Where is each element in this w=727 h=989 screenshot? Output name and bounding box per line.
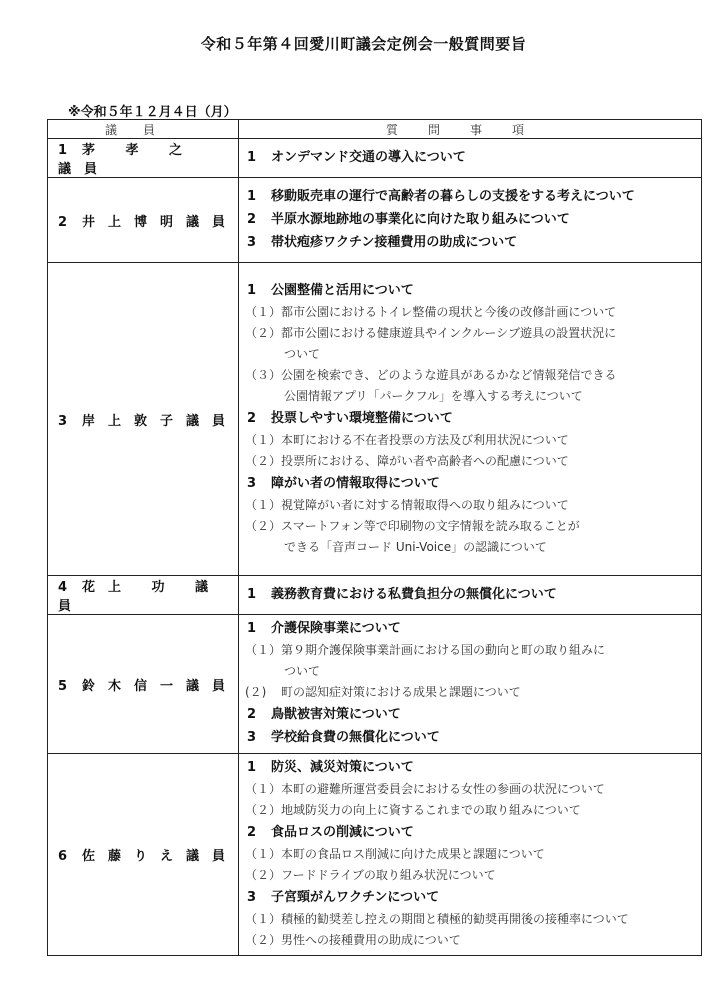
subitem-text: 都市公園におけるトイレ整備の現状と今後の改修計画について	[281, 304, 617, 319]
member-name: 鈴木信一議員	[82, 678, 239, 694]
member-number: 1	[58, 143, 68, 158]
question-item	[245, 726, 695, 749]
question-item	[245, 583, 695, 606]
question-subitem	[245, 495, 695, 516]
question-cell	[239, 576, 702, 615]
table-row	[48, 754, 702, 956]
member-name: 岸上敦子議員	[82, 413, 239, 429]
question-subitem	[245, 640, 695, 661]
table-row	[48, 615, 702, 754]
subitem-continuation: ついて	[284, 346, 321, 361]
subitem-text: スマートフォン等で印刷物の文字情報を読み取ることが	[281, 518, 580, 533]
question-item	[245, 821, 695, 844]
session-date: ※令和５年１２月４日（月）	[68, 105, 237, 120]
subitem-number: （１）	[245, 304, 282, 319]
item-text: 食品ロスの削減について	[271, 825, 414, 840]
item-number: 1	[247, 282, 257, 298]
subitem-continuation: できる「音声コード Uni-Voice」の認識について	[284, 539, 547, 554]
item-number: 1	[247, 149, 257, 165]
subitem-continuation: ついて	[284, 664, 321, 678]
question-table	[47, 119, 702, 956]
subitem-number: （２）	[245, 933, 282, 947]
member-cell	[48, 263, 239, 576]
item-text: 介護保険事業について	[271, 621, 401, 636]
subitem-text: 視覚障がい者に対する情報取得への取り組みについて	[281, 497, 569, 512]
question-subitem	[245, 909, 695, 930]
subitem-text: フードドライブの取り組み状況について	[281, 868, 496, 882]
subitem-text: 町の認知症対策における成果と課題について	[281, 685, 521, 699]
question-subitem	[245, 365, 695, 386]
question-item	[245, 886, 695, 909]
question-subitem	[245, 779, 695, 800]
question-item	[245, 617, 695, 640]
question-subitem	[245, 682, 695, 703]
question-item	[245, 185, 695, 208]
subitem-number: （２）	[245, 453, 282, 468]
topic-column-header: 質問事項	[239, 120, 702, 139]
subitem-text: 都市公園における健康遊具やインクルーシブ遊具の設置状況に	[281, 325, 617, 340]
subitem-number: （２）	[245, 868, 282, 882]
item-number: 2	[247, 410, 257, 426]
subitem-number: （１）	[245, 497, 282, 512]
document-title: 令和５年第４回愛川町議会定例会一般質問要旨	[200, 35, 527, 53]
question-subitem	[245, 302, 695, 323]
subitem-continuation: 公園情報アプリ「パークフル」を導入する考えについて	[284, 388, 583, 403]
subitem-text: 公園を検索でき、どのような遊具があるかなど情報発信できる	[281, 367, 617, 382]
member-number: 3	[58, 413, 68, 429]
question-item	[245, 208, 695, 231]
subitem-number: (２)	[245, 685, 267, 699]
subitem-number: （３）	[245, 367, 282, 382]
item-text: 子宮頸がんワクチンについて	[271, 890, 440, 905]
item-text: 移動販売車の運行で高齢者の暮らしの支援をする考えについて	[271, 188, 635, 204]
question-item	[245, 407, 695, 430]
subitem-number: （１）	[245, 432, 282, 447]
question-subitem	[245, 865, 695, 886]
question-subitem	[245, 430, 695, 451]
question-subitem	[245, 930, 695, 951]
item-text: オンデマンド交通の導入について	[271, 149, 466, 165]
question-item	[245, 146, 695, 169]
member-name: 花上 功 議員	[58, 580, 222, 614]
table-row	[48, 139, 702, 178]
item-text: 投票しやすい環境整備について	[271, 410, 453, 426]
question-item	[245, 279, 695, 302]
member-number: 4	[58, 580, 68, 595]
subitem-text: 積極的勧奨差し控えの期間と積極的勧奨再開後の接種率について	[281, 912, 629, 926]
item-text: 学校給食費の無償化について	[271, 730, 440, 745]
subitem-number: （１）	[245, 847, 282, 861]
table-row	[48, 178, 702, 263]
member-number: 2	[58, 214, 68, 230]
question-item	[245, 472, 695, 495]
table-header-row	[48, 120, 702, 139]
item-text: 帯状疱疹ワクチン接種費用の助成について	[271, 234, 518, 250]
question-subitem	[245, 800, 695, 821]
subitem-number: （２）	[245, 325, 282, 340]
item-number: 2	[247, 825, 257, 840]
subitem-text: 男性への接種費用の助成について	[281, 933, 461, 947]
subitem-number: （２）	[245, 803, 282, 817]
member-cell	[48, 615, 239, 754]
question-subitem	[245, 323, 695, 344]
subitem-text: 第９期介護保険事業計画における国の動向と町の取り組みに	[281, 643, 606, 657]
member-cell	[48, 576, 239, 615]
subitem-number: （１）	[245, 912, 282, 926]
subitem-number: （１）	[245, 643, 282, 657]
item-text: 義務教育費における私費負担分の無償化について	[271, 586, 557, 602]
table-row	[48, 263, 702, 576]
question-subitem	[245, 844, 695, 865]
item-text: 公園整備と活用について	[271, 282, 414, 298]
subitem-number: （２）	[245, 518, 282, 533]
member-cell	[48, 139, 239, 178]
item-number: 1	[247, 188, 257, 204]
member-name: 佐藤りえ議員	[82, 849, 239, 864]
subitem-number: （１）	[245, 782, 282, 796]
question-cell	[239, 263, 702, 576]
question-item	[245, 703, 695, 726]
member-cell	[48, 178, 239, 263]
question-item	[245, 756, 695, 779]
question-subitem	[245, 451, 695, 472]
subitem-text: 本町の食品ロス削減に向けた成果と課題について	[281, 847, 545, 861]
member-number: 6	[58, 849, 68, 864]
item-number: 3	[247, 730, 257, 745]
item-text: 防災、減災対策について	[271, 760, 414, 775]
item-number: 3	[247, 890, 257, 905]
member-name: 茅 孝 之 議員	[58, 143, 196, 177]
item-text: 障がい者の情報取得について	[271, 475, 440, 491]
table-row	[48, 576, 702, 615]
item-number: 3	[247, 475, 257, 491]
question-cell	[239, 178, 702, 263]
item-number: 1	[247, 760, 257, 775]
item-text: 鳥獣被害対策について	[271, 707, 401, 722]
item-number: 1	[247, 621, 257, 636]
question-cell	[239, 139, 702, 178]
item-number: 2	[247, 707, 257, 722]
item-text: 半原水源地跡地の事業化に向けた取り組みについて	[271, 211, 570, 227]
question-cell	[239, 615, 702, 754]
member-name: 井上博明議員	[82, 214, 239, 230]
question-subitem	[245, 516, 695, 537]
subitem-text: 本町の避難所運営委員会における女性の参画の状況について	[281, 782, 605, 796]
subitem-text: 本町における不在者投票の方法及び利用状況について	[281, 432, 569, 447]
item-number: 2	[247, 211, 257, 227]
member-column-header: 議員	[48, 120, 239, 139]
question-cell	[239, 754, 702, 956]
item-number: 1	[247, 586, 257, 602]
subitem-text: 投票所における、障がい者や高齢者への配慮について	[281, 453, 569, 468]
question-item	[245, 231, 695, 254]
member-cell	[48, 754, 239, 956]
subitem-text: 地域防災力の向上に資するこれまでの取り組みについて	[281, 803, 581, 817]
item-number: 3	[247, 234, 257, 250]
member-number: 5	[58, 678, 68, 694]
